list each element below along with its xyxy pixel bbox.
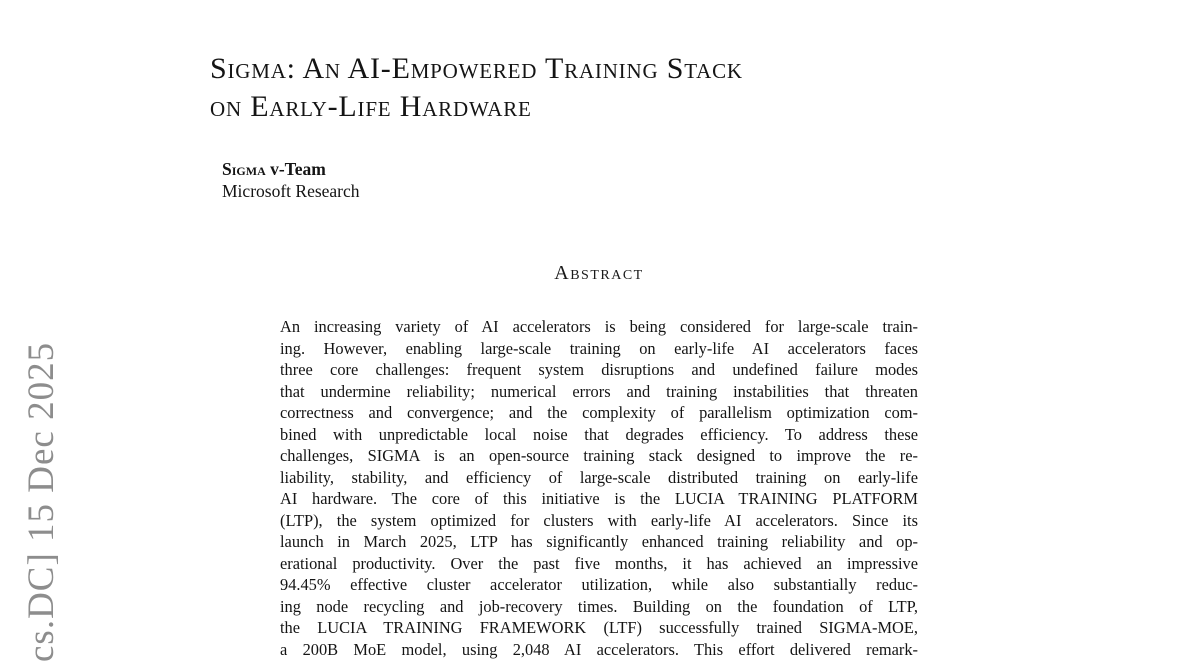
abstract-line: 94.45% effective cluster accelerator utilization, while also substantially reduc- [280, 575, 918, 594]
abstract-line: erational productivity. Over the past five months, it has achieved an impressive [280, 553, 918, 573]
abstract-line: that undermine reliability; numerical errors and training instabilities that threaten [280, 381, 918, 401]
arxiv-watermark: cs.DC] 15 Dec 2025 [21, 341, 62, 662]
abstract-line: ing. However, enabling large-scale training on early-life AI accelerators faces [280, 338, 918, 358]
abstract-paragraph [280, 316, 918, 660]
abstract-line: AI hardware. The core of this initiative is the LUCIA TRAINING PLATFORM [280, 489, 918, 508]
abstract-line: the LUCIA TRAINING FRAMEWORK (LTF) successfully trained SIGMA-MOE, [280, 618, 918, 637]
abstract-heading: Abstract [554, 262, 644, 284]
author-affiliation: Microsoft Research [222, 180, 360, 201]
abstract-line: challenges, SIGMA is an open-source training stack designed to improve the re- [280, 446, 918, 465]
paper-title-line-2: on Early-Life Hardware [210, 90, 532, 123]
paper-title [210, 50, 970, 126]
abstract-line: launch in March 2025, LTP has significantly enhanced training reliability and op- [280, 532, 918, 551]
author-block [222, 159, 360, 202]
paper-title-line-1: Sigma: An AI-Empowered Training Stack [210, 52, 743, 85]
abstract-line: a 200B MoE model, using 2,048 AI accelerators. This effort delivered remark- [280, 639, 918, 659]
abstract-line: three core challenges: frequent system disruptions and undefined failure modes [280, 360, 918, 379]
author-team-name-smallcaps: Sigma [222, 159, 266, 179]
abstract-line: (LTP), the system optimized for clusters with early-life AI accelerators. Since its [280, 510, 918, 530]
abstract-line: liability, stability, and efficiency of large-scale distributed training on early-life [280, 467, 918, 487]
abstract-line: bined with unpredictable local noise that degrades efficiency. To address these [280, 424, 918, 444]
abstract-line: correctness and convergence; and the complexity of parallelism optimization com- [280, 403, 918, 422]
abstract-line: An increasing variety of AI accelerators is being considered for large-scale train- [280, 317, 918, 336]
abstract-line: ing node recycling and job-recovery times. Building on the foundation of LTP, [280, 596, 918, 616]
author-team-name [222, 159, 360, 181]
author-team-name-rest: v-Team [265, 159, 326, 179]
